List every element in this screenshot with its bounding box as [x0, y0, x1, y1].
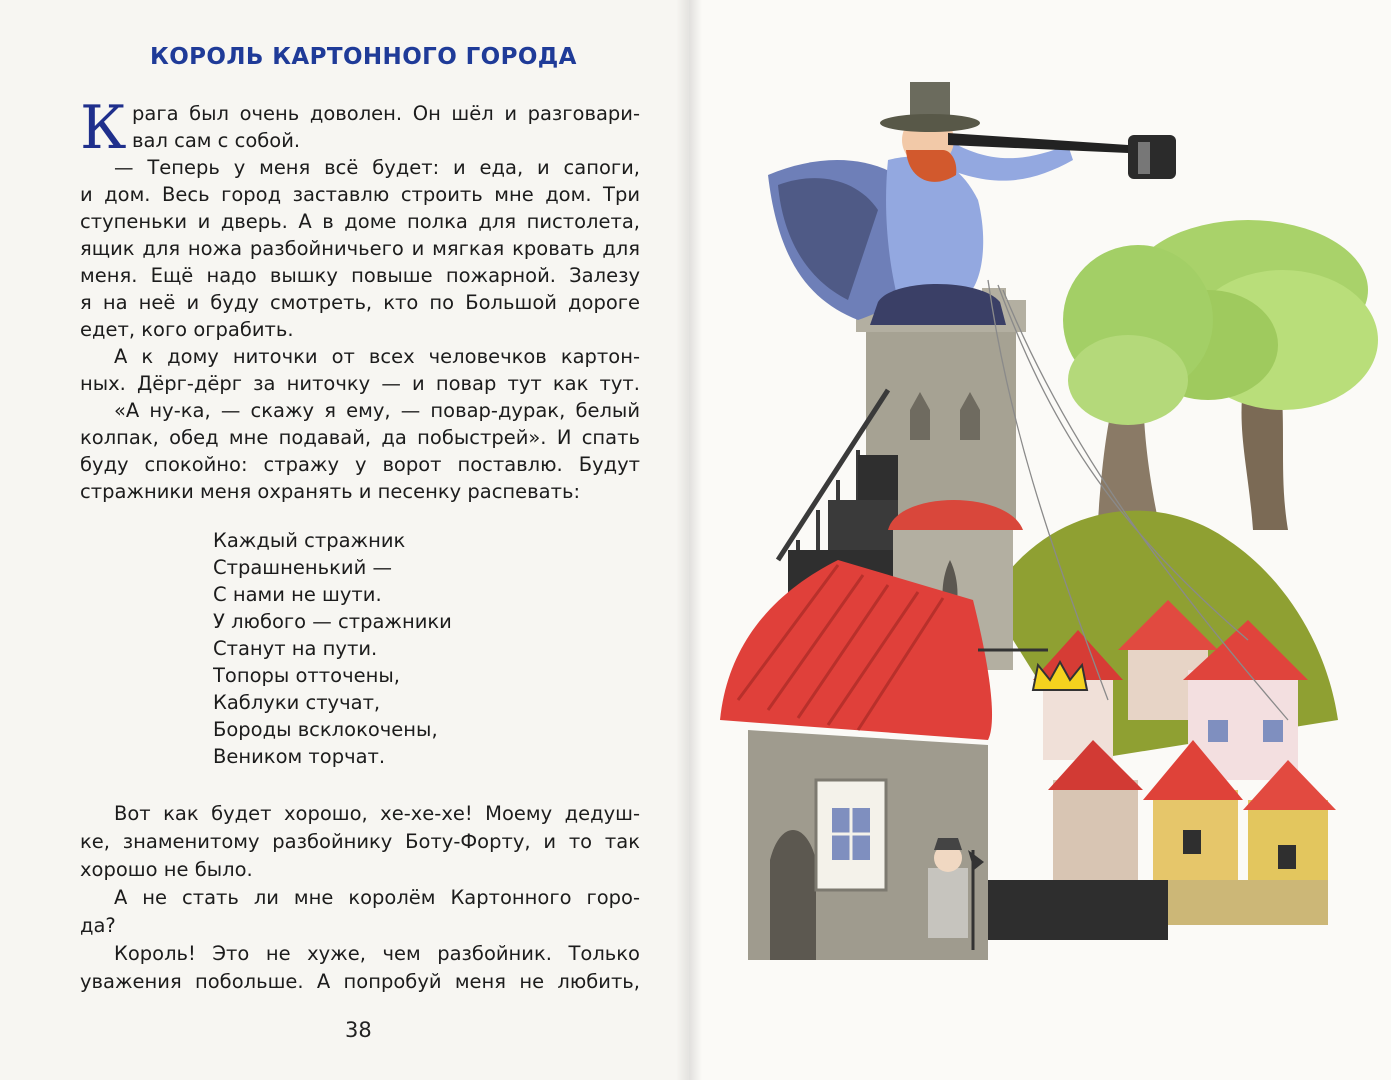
verse-line: Страшненький —	[213, 556, 392, 579]
text-line: ке, знаменитому разбойнику Боту-Форту, и то так	[80, 830, 640, 853]
page-number: 38	[345, 1018, 372, 1042]
text-line: я на неё и буду смотреть, кто по Большой дороге	[80, 291, 640, 314]
verse-line: У любого — стражники	[213, 610, 452, 633]
book-gutter	[676, 0, 702, 1080]
page-title: КОРОЛЬ КАРТОННОГО ГОРОДА	[150, 44, 577, 70]
text-line: Вот как будет хорошо, хе-хе-хе! Моему дедуш-	[114, 802, 640, 825]
text-line: меня. Ещё надо вышку повыше пожарной. Залезу	[80, 264, 640, 287]
text-line: едет, кого ограбить.	[80, 318, 294, 341]
verse-line: С нами не шути.	[213, 583, 382, 606]
main-text-block	[80, 93, 640, 505]
text-line: и дом. Весь город заставлю строить мне дом. Три	[80, 183, 640, 206]
text-line: «А ну-ка, — скажу я ему, — повар-дурак, белый	[114, 399, 640, 422]
verse-line: Бороды всклокочены,	[213, 718, 438, 741]
text-line: вал сам с собой.	[132, 129, 301, 152]
verse-line: Каждый стражник	[213, 529, 406, 552]
verse-line: Каблуки стучат,	[213, 691, 381, 714]
illustration	[688, 0, 1391, 1080]
text-line: А к дому ниточки от всех человечков картон-	[114, 345, 640, 368]
text-line: Король! Это не хуже, чем разбойник. Только	[114, 942, 640, 965]
text-line: да?	[80, 914, 116, 937]
right-page	[688, 0, 1391, 1080]
verse-line: Топоры отточены,	[213, 664, 400, 687]
verse-block	[213, 527, 452, 770]
text-line: ящик для ножа разбойничьего и мягкая кровать для	[80, 237, 640, 260]
text-line: ступеньки и дверь. А в доме полка для пистолета,	[80, 210, 640, 233]
text-line: ных. Дёрг-дёрг за ниточку — и повар тут как тут.	[80, 372, 640, 395]
text-line: уважения побольше. А попробуй меня не любить,	[80, 970, 640, 993]
text-line: стражники меня охранять и песенку распевать:	[80, 480, 581, 503]
text-line: буду спокойно: стражу у ворот поставлю. Будут	[80, 453, 640, 476]
verse-line: Веником торчат.	[213, 745, 386, 768]
left-page	[0, 0, 688, 1080]
closing-text-block	[80, 800, 640, 996]
text-line: рага был очень доволен. Он шёл и разговари-	[132, 102, 640, 125]
verse-line: Станут на пути.	[213, 637, 378, 660]
text-line: — Теперь у меня всё будет: и еда, и сапоги,	[114, 156, 640, 179]
text-line: А не стать ли мне королём Картонного горо-	[114, 886, 640, 909]
drop-cap: К	[80, 93, 127, 163]
text-line: хорошо не было.	[80, 858, 253, 881]
text-line: колпак, обед мне подавай, да побыстрей». И спать	[80, 426, 640, 449]
